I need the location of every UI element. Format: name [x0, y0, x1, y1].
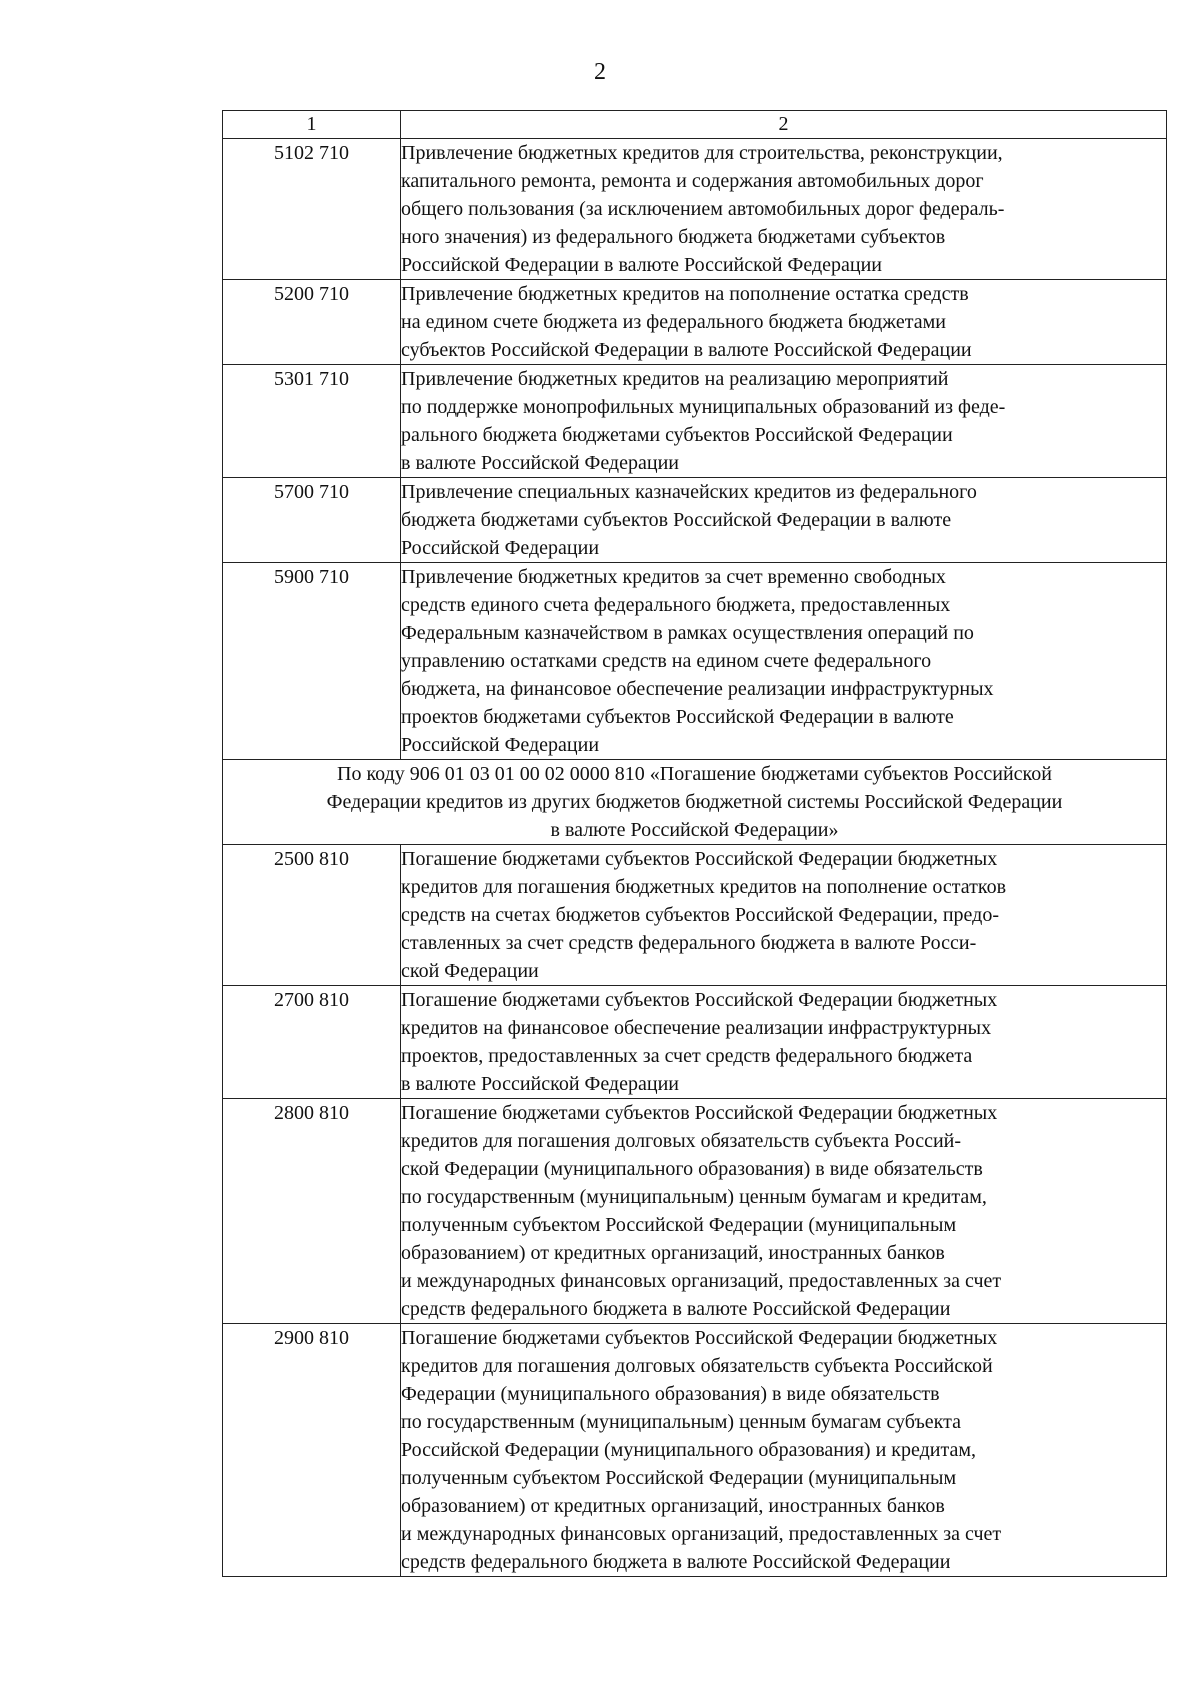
description-text-line: по поддержке монопрофильных муниципальных образований из феде-: [401, 396, 1006, 418]
column-header-code: 1: [223, 111, 401, 139]
description-cell: [401, 365, 1167, 478]
description-text-line: Российской Федерации (муниципального образования) и кредитам,: [401, 1439, 976, 1461]
description-text-line: бюджета, на финансовое обеспечение реализации инфраструктурных: [401, 678, 994, 700]
description-cell: [401, 1099, 1167, 1324]
budget-code-cell: 5301 710: [223, 365, 401, 478]
description-text-line: субъектов Российской Федерации в валюте Российской Федерации: [401, 339, 972, 361]
description-text-line: полученным субъектом Российской Федерации (муниципальным: [401, 1467, 957, 1489]
budget-code-table: [222, 110, 1167, 1577]
budget-code-cell: 5700 710: [223, 478, 401, 563]
description-text-line: Привлечение бюджетных кредитов за счет временно свободных: [401, 566, 946, 588]
description-text-line: Федеральным казначейством в рамках осуществления операций по: [401, 622, 974, 644]
description-text-line: кредитов для погашения долговых обязательств субъекта Российской: [401, 1355, 993, 1377]
description-text-line: рального бюджета бюджетами субъектов Российской Федерации: [401, 424, 953, 446]
description-text-line: управлению остатками средств на едином счете федерального: [401, 650, 932, 672]
description-text-line: ской Федерации (муниципального образования) в виде обязательств: [401, 1158, 983, 1180]
description-text-line: и международных финансовых организаций, предоставленных за счет: [401, 1523, 1002, 1545]
description-text-line: Привлечение бюджетных кредитов на реализацию мероприятий: [401, 368, 949, 390]
description-text-line: по государственным (муниципальным) ценным бумагам субъекта: [401, 1411, 961, 1433]
description-text-line: Привлечение бюджетных кредитов для строительства, реконструкции,: [401, 142, 1003, 164]
description-text-line: проектов, предоставленных за счет средств федерального бюджета: [401, 1045, 973, 1067]
description-text-line: средств федерального бюджета в валюте Российской Федерации: [401, 1551, 951, 1573]
description-text-line: Привлечение специальных казначейских кредитов из федерального: [401, 481, 977, 503]
description-text-line: Погашение бюджетами субъектов Российской Федерации бюджетных: [401, 848, 998, 870]
description-text-line: Федерации (муниципального образования) в виде обязательств: [401, 1383, 940, 1405]
description-cell: [401, 845, 1167, 986]
budget-code-cell: 2700 810: [223, 986, 401, 1099]
budget-code-cell: 2900 810: [223, 1324, 401, 1577]
description-text-line: образованием) от кредитных организаций, иностранных банков: [401, 1242, 945, 1264]
description-cell: [401, 1324, 1167, 1577]
description-text-line: средств федерального бюджета в валюте Российской Федерации: [401, 1298, 951, 1320]
column-header-description: 2: [401, 111, 1167, 139]
table-row: [223, 365, 1167, 478]
description-text-line: Российской Федерации: [401, 537, 600, 559]
description-text-line: в валюте Российской Федерации: [401, 1073, 679, 1095]
description-text-line: Погашение бюджетами субъектов Российской Федерации бюджетных: [401, 989, 998, 1011]
description-text-line: полученным субъектом Российской Федерации (муниципальным: [401, 1214, 957, 1236]
description-text-line: Привлечение бюджетных кредитов на пополнение остатка средств: [401, 283, 969, 305]
description-text-line: кредитов для погашения долговых обязательств субъекта Россий-: [401, 1130, 962, 1152]
description-cell: [401, 478, 1167, 563]
description-text-line: образованием) от кредитных организаций, иностранных банков: [401, 1495, 945, 1517]
budget-code-cell: 2800 810: [223, 1099, 401, 1324]
description-cell: [401, 139, 1167, 280]
table-row: [223, 563, 1167, 760]
description-cell: [401, 986, 1167, 1099]
section-text-line: Федерации кредитов из других бюджетов бюджетной системы Российской Федерации: [326, 791, 1063, 813]
budget-code-cell: 2500 810: [223, 845, 401, 986]
table-row: [223, 1324, 1167, 1577]
description-text-line: ного значения) из федерального бюджета бюджетами субъектов: [401, 226, 946, 248]
description-text-line: проектов бюджетами субъектов Российской Федерации в валюте: [401, 706, 954, 728]
budget-code-cell: 5900 710: [223, 563, 401, 760]
budget-code-cell: 5102 710: [223, 139, 401, 280]
description-text-line: Российской Федерации: [401, 734, 600, 756]
description-text-line: по государственным (муниципальным) ценным бумагам и кредитам,: [401, 1186, 987, 1208]
description-text-line: и международных финансовых организаций, предоставленных за счет: [401, 1270, 1002, 1292]
description-text-line: ской Федерации: [401, 960, 539, 982]
description-text-line: Погашение бюджетами субъектов Российской Федерации бюджетных: [401, 1327, 998, 1349]
section-text-line: По коду 906 01 03 01 00 02 0000 810 «Погашение бюджетами субъектов Российской: [337, 763, 1052, 785]
description-cell: [401, 563, 1167, 760]
table-row: [223, 280, 1167, 365]
description-text-line: средств единого счета федерального бюджета, предоставленных: [401, 594, 951, 616]
description-text-line: кредитов для погашения бюджетных кредитов на пополнение остатков: [401, 876, 1007, 898]
section-header-text: [223, 760, 1167, 845]
description-text-line: на едином счете бюджета из федерального бюджета бюджетами: [401, 311, 946, 333]
table-body: [223, 139, 1167, 1577]
table-header-row: [223, 111, 1167, 139]
section-header-row: [223, 760, 1167, 845]
page-number: 2: [594, 59, 606, 85]
description-text-line: бюджета бюджетами субъектов Российской Федерации в валюте: [401, 509, 952, 531]
description-text-line: общего пользования (за исключением автомобильных дорог федераль-: [401, 198, 1005, 220]
description-text-line: кредитов на финансовое обеспечение реализации инфраструктурных: [401, 1017, 992, 1039]
section-text-line: в валюте Российской Федерации»: [550, 819, 839, 841]
description-text-line: в валюте Российской Федерации: [401, 452, 679, 474]
table-row: [223, 478, 1167, 563]
description-text-line: капитального ремонта, ремонта и содержания автомобильных дорог: [401, 170, 984, 192]
table-row: [223, 986, 1167, 1099]
budget-code-cell: 5200 710: [223, 280, 401, 365]
description-text-line: Российской Федерации в валюте Российской Федерации: [401, 254, 882, 276]
table-row: [223, 139, 1167, 280]
table-row: [223, 845, 1167, 986]
description-cell: [401, 280, 1167, 365]
description-text-line: Погашение бюджетами субъектов Российской Федерации бюджетных: [401, 1102, 998, 1124]
table-row: [223, 1099, 1167, 1324]
description-text-line: ставленных за счет средств федерального бюджета в валюте Росси-: [401, 932, 977, 954]
description-text-line: средств на счетах бюджетов субъектов Российской Федерации, предо-: [401, 904, 999, 926]
